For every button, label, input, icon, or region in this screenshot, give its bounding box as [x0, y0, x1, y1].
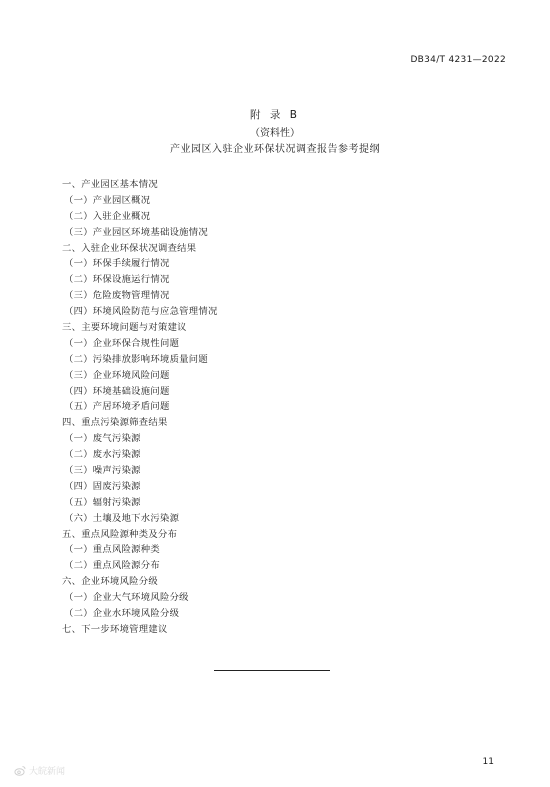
outline-subsection-item: （四）固废污染源	[64, 480, 141, 492]
outline-subsection-item: （五）产居环境矛盾问题	[64, 401, 170, 413]
outline-subsection-item: （一）企业环保合规性问题	[64, 337, 180, 349]
outline-subsection-item: （三）产业园区环境基础设施情况	[64, 226, 208, 238]
watermark-text: 大皖新闻	[29, 767, 66, 777]
outline-subsection-item: （一）废气污染源	[64, 433, 141, 445]
outline-section-heading: 二、入驻企业环保状况调查结果	[62, 242, 197, 254]
end-divider	[214, 670, 330, 671]
outline-section-heading: 五、重点风险源种类及分布	[62, 528, 178, 540]
outline-list	[62, 177, 218, 638]
page-number: 11	[482, 757, 494, 767]
outline-subsection-item: （四）环境风险防范与应急管理情况	[64, 306, 218, 318]
outline-section-heading: 六、企业环境风险分级	[62, 576, 158, 588]
outline-section-heading: 三、主要环境问题与对策建议	[62, 322, 187, 334]
appendix-subtitle: 产业园区入驻企业环保状况调查报告参考提纲	[170, 144, 380, 155]
weibo-logo-icon	[14, 765, 26, 777]
outline-subsection-item: （一）产业园区概况	[64, 194, 151, 206]
watermark	[14, 764, 65, 777]
outline-subsection-item: （四）环境基础设施问题	[64, 385, 170, 397]
outline-section-heading: 一、产业园区基本情况	[62, 179, 158, 190]
outline-subsection-item: （三）危险废物管理情况	[64, 290, 170, 302]
outline-subsection-item: （六）土壤及地下水污染源	[64, 512, 180, 524]
outline-subsection-item: （五）辐射污染源	[64, 496, 141, 508]
outline-subsection-item: （一）重点风险源种类	[64, 544, 160, 556]
outline-subsection-item: （二）企业水环境风险分级	[64, 608, 180, 620]
appendix-nature: （资料性）	[250, 128, 300, 139]
appendix-title: 附 录 B	[250, 109, 300, 121]
standard-code: DB34/T 4231—2022	[410, 55, 506, 65]
outline-subsection-item: （二）重点风险源分布	[64, 560, 160, 572]
outline-subsection-item: （二）环保设施运行情况	[64, 274, 170, 286]
outline-subsection-item: （二）废水污染源	[64, 449, 141, 461]
outline-section-heading: 四、重点污染源筛查结果	[62, 417, 168, 429]
outline-subsection-item: （一）企业大气环境风险分级	[64, 592, 189, 604]
outline-subsection-item: （二）入驻企业概况	[64, 210, 151, 222]
outline-subsection-item: （二）污染排放影响环境质量问题	[64, 353, 208, 365]
outline-subsection-item: （一）环保手续履行情况	[64, 258, 170, 270]
outline-subsection-item: （三）噪声污染源	[64, 465, 141, 477]
outline-section-heading: 七、下一步环境管理建议	[62, 623, 168, 635]
outline-subsection-item: （三）企业环境风险问题	[64, 369, 170, 381]
